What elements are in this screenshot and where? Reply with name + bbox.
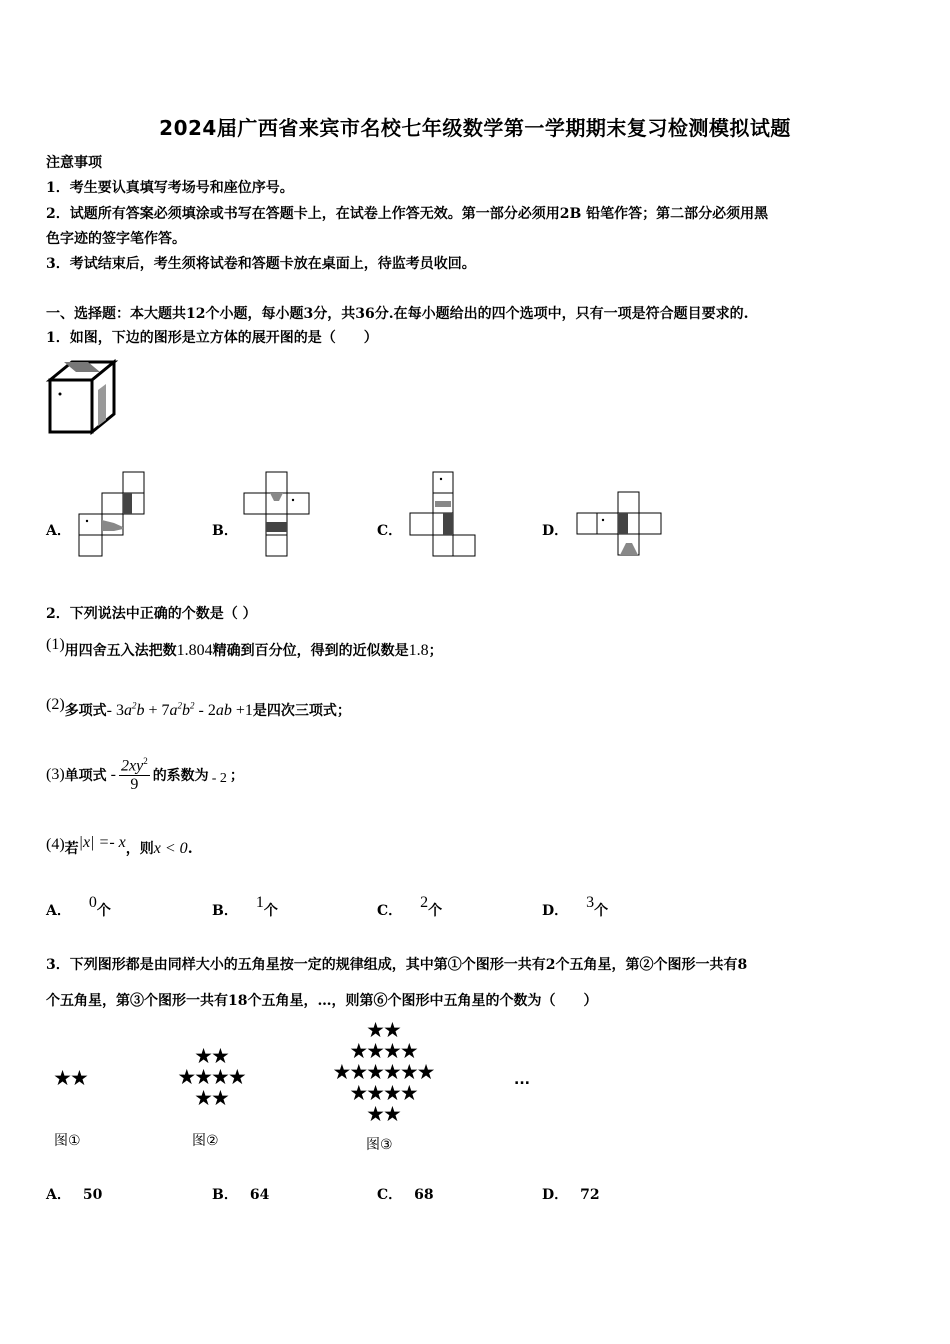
caption-figure-3: 图③ — [366, 1137, 393, 1153]
net-option-d[interactable] — [576, 491, 664, 561]
page-title: 2024届广西省来宾市名校七年级数学第一学期期末复习检测模拟试题 — [159, 116, 791, 140]
q2-option-b[interactable]: B． 1个 — [212, 894, 278, 919]
q3-stem-line-2: 个五角星，第③个图形一共有18个五角星，…，则第⑥个图形中五角星的个数为（ ） — [46, 993, 598, 1009]
q1-option-b-label[interactable]: B． — [212, 523, 238, 539]
cube-figure — [48, 360, 118, 435]
s3-number: (3) — [46, 766, 65, 784]
s4-number: (4) — [46, 836, 65, 853]
q2-stem: 2．下列说法中正确的个数是（ ） — [46, 606, 257, 622]
s1-value-2: 1.8 — [408, 642, 429, 659]
notice-heading: 注意事项 — [46, 155, 102, 171]
q2-option-d[interactable]: D． 3个 — [542, 894, 609, 919]
star-figure-3: ★★ ★★★★ ★★★★★★ ★★★★ ★★ — [332, 1018, 434, 1126]
s1-text-b: 精确到百分位，得到的近似数是 — [212, 643, 409, 659]
notice-item-1: 1．考生要认真填写考场号和座位序号。 — [46, 180, 294, 196]
q2-statement-1 — [46, 636, 443, 660]
q3-option-a[interactable]: A． 50 — [46, 1187, 103, 1203]
star-figure-1: ★★ — [53, 1066, 87, 1090]
s1-text-a: 用四舍五入法把数 — [64, 643, 177, 659]
s4-text-a: 若 — [64, 841, 79, 857]
q2-option-a[interactable]: A． 0个 — [46, 894, 111, 919]
s4-text-c: . — [187, 841, 193, 857]
s3-numerator: $2xy^2$ — [120, 756, 148, 775]
star-figure-2: ★★ ★★★★ ★★ — [177, 1044, 245, 1110]
q3-option-d[interactable]: D． 72 — [542, 1187, 600, 1203]
s3-text-c: ； — [229, 768, 244, 785]
s4-expr2: x < 0 — [153, 840, 188, 857]
s1-number: (1) — [46, 636, 65, 653]
s3-text-b: 的系数为 — [152, 768, 209, 785]
q3-stem-line-1: 3．下列图形都是由同样大小的五角星按一定的规律组成，其中第①个图形一共有2个五角星，第②个图形一共有8 — [46, 957, 748, 973]
notice-item-2-cont: 色字迹的签字笔作答。 — [46, 231, 186, 247]
q2-statement-2 — [46, 696, 351, 720]
s3-minus: - — [110, 766, 116, 784]
q3-option-b[interactable]: B． 64 — [212, 1187, 270, 1203]
section-heading: 一、选择题：本大题共12个小题，每小题3分，共36分.在每小题给出的四个选项中，只有一项是符合题目要求的. — [46, 306, 749, 322]
q1-stem: 1．如图，下边的图形是立方体的展开图的是（ ） — [46, 330, 378, 346]
caption-figure-1: 图① — [54, 1133, 81, 1149]
net-option-a[interactable] — [78, 471, 148, 559]
s2-text-b: 是四次三项式； — [252, 703, 351, 719]
q2-option-c[interactable]: C． 2个 — [377, 894, 443, 919]
s2-polynomial: $a^2b + 7a^2b^2 - 2ab +1$ — [123, 700, 253, 719]
q1-option-d-label[interactable]: D． — [542, 523, 569, 539]
q1-option-a-label[interactable]: A． — [46, 523, 71, 539]
s3-text-a: 单项式 — [64, 768, 107, 785]
net-option-b[interactable] — [243, 471, 313, 559]
s4-text-b: ，则 — [125, 841, 154, 857]
q3-option-c[interactable]: C． 68 — [377, 1187, 434, 1203]
s3-denominator: 9 — [130, 776, 139, 794]
s2-number: (2) — [46, 696, 65, 713]
q2-statement-3 — [46, 756, 244, 794]
s2-text-a: 多项式 — [64, 703, 107, 719]
notice-item-3: 3．考试结束后，考生须将试卷和答题卡放在桌面上，待监考员收回。 — [46, 256, 476, 272]
s1-text-c: ； — [428, 643, 443, 659]
q1-option-c-label[interactable]: C． — [377, 523, 403, 539]
s2-expr-pre: - 3 — [106, 702, 124, 719]
s1-value-1: 1.804 — [176, 642, 213, 659]
s4-expr: |x| =- x — [78, 834, 126, 851]
s3-value: - 2 — [211, 771, 227, 787]
notice-item-2: 2．试题所有答案必须填涂或书写在答题卡上，在试卷上作答无效。第一部分必须用2B 铅笔作答；第二部分必须用黑 — [46, 206, 769, 222]
caption-figure-2: 图② — [192, 1133, 219, 1149]
s3-fraction — [119, 756, 150, 794]
net-option-c[interactable] — [409, 471, 479, 559]
ellipsis: ... — [514, 1072, 530, 1088]
q2-statement-4 — [46, 834, 193, 858]
